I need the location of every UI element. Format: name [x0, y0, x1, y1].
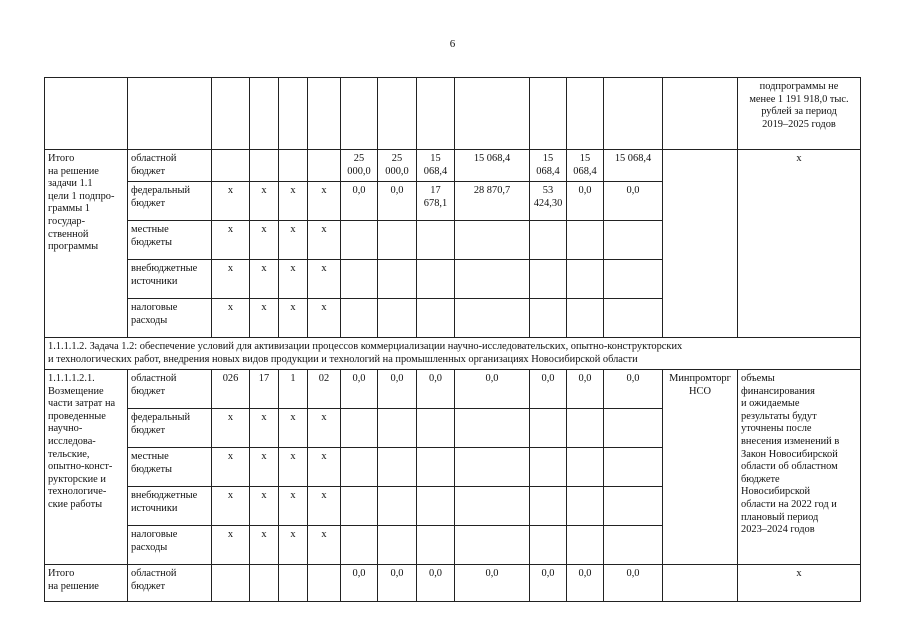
budget-code-cell: x	[279, 221, 308, 260]
budget-code-cell: x	[212, 526, 250, 565]
year-value-cell: 0,0	[530, 565, 567, 602]
budget-code-cell	[212, 150, 250, 182]
year-value-cell: 0,0	[378, 565, 417, 602]
budget-code-cell: x	[279, 526, 308, 565]
budget-code-cell: x	[250, 299, 279, 338]
funding-source: внебюджетные источники	[128, 487, 212, 526]
table-body	[45, 78, 861, 602]
year-value-cell: 15 068,4	[417, 150, 455, 182]
table-cell	[341, 78, 378, 150]
budget-code-cell	[250, 565, 279, 602]
budget-code-cell: x	[250, 409, 279, 448]
year-value-cell: 0,0	[455, 565, 530, 602]
year-value-cell	[378, 221, 417, 260]
year-value-cell: 25 000,0	[378, 150, 417, 182]
year-value-cell: 0,0	[378, 182, 417, 221]
budget-code-cell: x	[212, 260, 250, 299]
year-value-cell: 15 068,4	[604, 150, 663, 182]
budget-code-cell: x	[279, 260, 308, 299]
year-value-cell	[417, 221, 455, 260]
budget-code-cell	[308, 150, 341, 182]
budget-code-cell: x	[250, 448, 279, 487]
year-value-cell	[604, 299, 663, 338]
budget-code-cell: x	[250, 260, 279, 299]
table-cell	[45, 78, 128, 150]
year-value-cell: 0,0	[417, 370, 455, 409]
table-cell	[279, 78, 308, 150]
budget-table	[44, 77, 861, 602]
budget-code-cell: x	[279, 409, 308, 448]
measure-name: 1.1.1.1.2.1. Возмещение части затрат на проведенные научно- исследова- тельские, опытно-конст- рукторские и технологиче- ские работы	[45, 370, 128, 565]
budget-code-cell: x	[308, 182, 341, 221]
total-task-name: Итого на решение	[45, 565, 128, 602]
year-value-cell: 17 678,1	[417, 182, 455, 221]
funding-source: налоговые расходы	[128, 299, 212, 338]
funding-source: федеральный бюджет	[128, 409, 212, 448]
year-value-cell: 0,0	[567, 565, 604, 602]
year-value-cell: 0,0	[604, 370, 663, 409]
executor-cell: Минпромторг НСО	[663, 370, 738, 565]
budget-code-cell: x	[212, 221, 250, 260]
budget-code-cell	[308, 565, 341, 602]
budget-code-cell	[212, 565, 250, 602]
year-value-cell: 0,0	[604, 182, 663, 221]
year-value-cell	[567, 448, 604, 487]
budget-code-cell	[279, 565, 308, 602]
budget-code-cell: x	[250, 526, 279, 565]
year-value-cell	[378, 409, 417, 448]
year-value-cell: 25 000,0	[341, 150, 378, 182]
budget-code-cell: 02	[308, 370, 341, 409]
year-value-cell: 0,0	[341, 370, 378, 409]
page-number: 6	[449, 38, 456, 50]
year-value-cell	[567, 299, 604, 338]
year-value-cell: 28 870,7	[455, 182, 530, 221]
year-value-cell	[341, 260, 378, 299]
year-value-cell	[378, 448, 417, 487]
year-value-cell	[530, 448, 567, 487]
budget-code-cell: x	[279, 487, 308, 526]
year-value-cell	[455, 448, 530, 487]
year-value-cell: 0,0	[341, 182, 378, 221]
year-value-cell: 0,0	[417, 565, 455, 602]
funding-source: внебюджетные источники	[128, 260, 212, 299]
year-value-cell	[378, 260, 417, 299]
budget-code-cell: x	[308, 409, 341, 448]
budget-code-cell: 17	[250, 370, 279, 409]
table-cell	[417, 78, 455, 150]
executor-cell	[663, 150, 738, 338]
year-value-cell	[567, 221, 604, 260]
budget-code-cell: x	[212, 409, 250, 448]
year-value-cell	[604, 448, 663, 487]
budget-code-cell: x	[308, 526, 341, 565]
table-cell	[604, 78, 663, 150]
year-value-cell	[455, 487, 530, 526]
budget-code-cell: x	[279, 182, 308, 221]
year-value-cell	[455, 260, 530, 299]
funding-source: областной бюджет	[128, 150, 212, 182]
table-row	[45, 370, 861, 409]
budget-code-cell: x	[212, 299, 250, 338]
year-value-cell	[455, 526, 530, 565]
funding-source: местные бюджеты	[128, 221, 212, 260]
year-value-cell: 0,0	[604, 565, 663, 602]
table-cell	[250, 78, 279, 150]
year-value-cell	[378, 299, 417, 338]
table-row	[45, 150, 861, 182]
year-value-cell	[378, 526, 417, 565]
table-cell	[530, 78, 567, 150]
year-value-cell	[455, 221, 530, 260]
year-value-cell	[567, 260, 604, 299]
year-value-cell	[341, 526, 378, 565]
table-row	[45, 565, 861, 602]
year-value-cell	[417, 299, 455, 338]
year-value-cell	[604, 409, 663, 448]
funding-source: налоговые расходы	[128, 526, 212, 565]
expected-result-cell: x	[738, 565, 861, 602]
budget-code-cell: x	[308, 487, 341, 526]
task-header-row	[45, 338, 861, 370]
year-value-cell	[567, 409, 604, 448]
total-task-name: Итого на решение задачи 1.1 цели 1 подпро- граммы 1 государ- ственной программы	[45, 150, 128, 338]
year-value-cell	[378, 487, 417, 526]
year-value-cell	[567, 487, 604, 526]
table-cell	[455, 78, 530, 150]
year-value-cell	[341, 409, 378, 448]
budget-code-cell: 026	[212, 370, 250, 409]
year-value-cell	[417, 409, 455, 448]
year-value-cell: 53 424,30	[530, 182, 567, 221]
year-value-cell: 15 068,4	[530, 150, 567, 182]
year-value-cell	[341, 221, 378, 260]
year-value-cell: 0,0	[455, 370, 530, 409]
budget-code-cell: x	[279, 448, 308, 487]
table-cell	[567, 78, 604, 150]
year-value-cell	[604, 260, 663, 299]
table-cell	[128, 78, 212, 150]
table-row-continuation	[45, 78, 861, 150]
budget-code-cell: 1	[279, 370, 308, 409]
budget-code-cell: x	[212, 487, 250, 526]
expected-result-note: подпрограммы не менее 1 191 918,0 тыс. рублей за период 2019–2025 годов	[738, 78, 861, 150]
table-cell	[378, 78, 417, 150]
task-description: 1.1.1.1.2. Задача 1.2: обеспечение условий для активизации процессов коммерциализации научно-исследовательских, опытно-конструкторских и технологических работ, внедрения новых видов продукции и технологий на промышленных организациях Новосибирской области	[45, 338, 861, 370]
budget-code-cell: x	[250, 221, 279, 260]
funding-source: федеральный бюджет	[128, 182, 212, 221]
year-value-cell: 0,0	[567, 182, 604, 221]
year-value-cell	[417, 260, 455, 299]
year-value-cell: 15 068,4	[567, 150, 604, 182]
budget-code-cell: x	[308, 448, 341, 487]
budget-code-cell: x	[250, 182, 279, 221]
expected-result-cell: объемы финансирования и ожидаемые результаты будут уточнены после внесения изменений в Закон Новосибирской области об областном бюджете Новосибирской области на 2022 год и плановый период 2023–2024 годов	[738, 370, 861, 565]
year-value-cell	[530, 487, 567, 526]
year-value-cell	[417, 448, 455, 487]
year-value-cell	[455, 299, 530, 338]
year-value-cell: 0,0	[341, 565, 378, 602]
year-value-cell	[604, 526, 663, 565]
table-cell	[212, 78, 250, 150]
funding-source: областной бюджет	[128, 370, 212, 409]
year-value-cell	[530, 260, 567, 299]
year-value-cell	[530, 299, 567, 338]
year-value-cell	[455, 409, 530, 448]
year-value-cell	[341, 448, 378, 487]
funding-source: областной бюджет	[128, 565, 212, 602]
budget-code-cell	[279, 150, 308, 182]
year-value-cell	[567, 526, 604, 565]
budget-code-cell: x	[212, 448, 250, 487]
budget-code-cell: x	[308, 221, 341, 260]
year-value-cell	[530, 526, 567, 565]
budget-code-cell: x	[250, 487, 279, 526]
year-value-cell	[341, 299, 378, 338]
year-value-cell: 0,0	[567, 370, 604, 409]
executor-cell	[663, 565, 738, 602]
year-value-cell	[530, 409, 567, 448]
budget-code-cell: x	[212, 182, 250, 221]
year-value-cell	[604, 221, 663, 260]
table-cell	[663, 78, 738, 150]
budget-code-cell	[250, 150, 279, 182]
funding-source: местные бюджеты	[128, 448, 212, 487]
budget-code-cell: x	[279, 299, 308, 338]
year-value-cell	[417, 526, 455, 565]
budget-code-cell: x	[308, 299, 341, 338]
year-value-cell	[604, 487, 663, 526]
year-value-cell	[530, 221, 567, 260]
year-value-cell: 15 068,4	[455, 150, 530, 182]
table-cell	[308, 78, 341, 150]
year-value-cell: 0,0	[378, 370, 417, 409]
year-value-cell: 0,0	[530, 370, 567, 409]
year-value-cell	[341, 487, 378, 526]
year-value-cell	[417, 487, 455, 526]
expected-result-cell: x	[738, 150, 861, 338]
budget-code-cell: x	[308, 260, 341, 299]
